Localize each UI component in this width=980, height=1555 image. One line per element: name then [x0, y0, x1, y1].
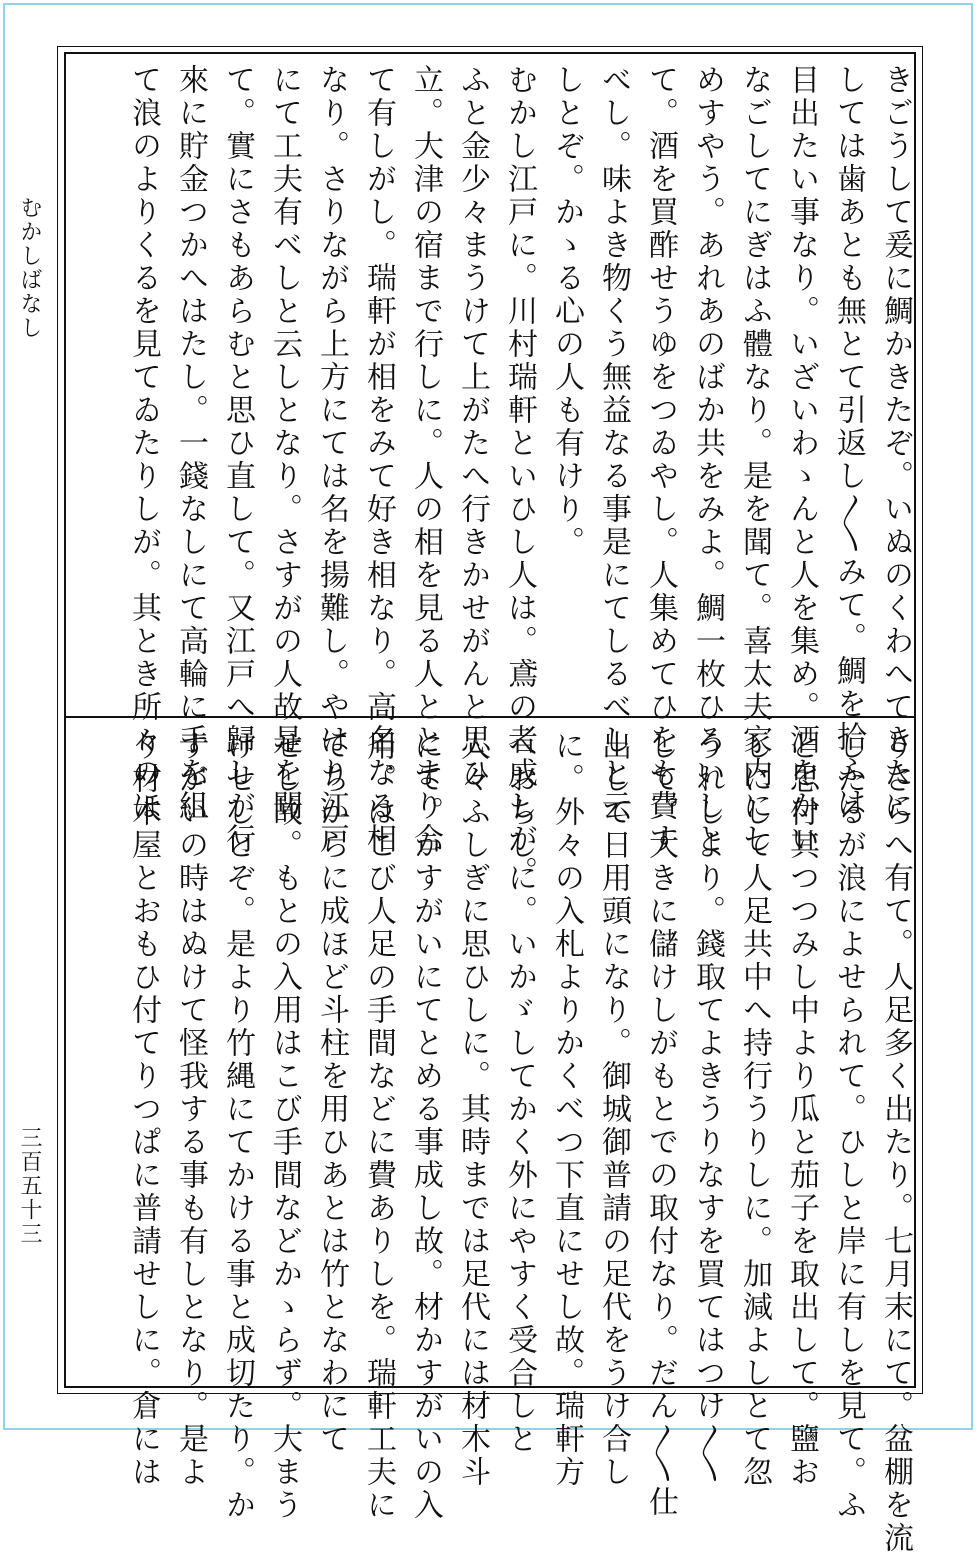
- text-column: 立。大津の宿まで行しに。人の相を見る人ととまり合: [408, 64, 443, 856]
- text-column: せし故。もとの入用はこび手間などかゝらず。大まう: [267, 730, 302, 1522]
- text-column: て。實にさもあらむと思ひ直して。又江戸へ歸しが行: [220, 64, 255, 856]
- text-column: て。酒を買酢せうゆをつゐやし。人集めてひをも費す: [643, 64, 678, 856]
- text-column: むかし江戸に。川村瑞軒といひし人は。鳶の者成しが。: [502, 64, 537, 889]
- text-column: 出して日用頭になり。御城御普請の足代をうけ合し: [596, 730, 631, 1489]
- text-column: しにして人足共中へ持行うりしに。加減よしとて忽: [737, 730, 772, 1489]
- text-column: 目出たい事なり。いざいわゝんと人を集め。酒をかい: [784, 64, 819, 856]
- text-column: に。外々の入札よりかくべつ下直にせし故。瑞軒方: [549, 730, 584, 1489]
- text-column: り材木屋とおもひ付てりつぱに普請せしに。倉には: [126, 730, 161, 1489]
- text-column: なり。さりながら上方にては名を揚難し。やはり江戸: [314, 64, 349, 856]
- text-column: ふと金少々まうけて上がたへ行きかせがんと思ひ: [455, 64, 490, 790]
- text-column: 來に貯金つかへはたし。一錢なしにて高輪に手を組: [173, 64, 208, 823]
- text-column: けせしとぞ。是より竹縄にてかける事と成切たり。か: [220, 730, 255, 1522]
- text-column: て有しがし。瑞軒が相をみて好き相なり。高名なる相: [361, 64, 396, 856]
- text-column: りさらへ有て。人足多く出たり。七月末にて。盆棚を流: [878, 730, 913, 1555]
- text-column: めすやう。あれあのばか共をみよ。鯛一枚ひろいしと: [690, 64, 725, 856]
- text-column: しては歯あとも無とて引返し〳〵みて。鯛を拾ふは: [831, 64, 866, 820]
- text-column: すがいの時はぬけて怪我する事も有しとなり。是よ: [173, 730, 208, 1489]
- text-column: うれしより。錢取てよきうりなすを買てはつけ〳〵: [690, 730, 725, 1486]
- text-column: にて。かすがいにてとめる事成し故。材かすがいの入: [408, 730, 443, 1522]
- text-column: して。大きに儲けしがもとでの取付なり。だん〳〵仕: [643, 730, 678, 1519]
- page-number: 三百五十三: [17, 1126, 42, 1246]
- text-column: なごしてにぎはふ體なり。是を聞て。喜太夫家内にし: [737, 64, 772, 856]
- text-column: て浪のよりくるを見てゐたりしが。其とき所々のほ: [126, 64, 161, 823]
- text-column: きごうして爰に鯛かきたぞ。いぬのくわへてきたに: [878, 64, 913, 823]
- text-column: と思付其つつみし中より瓜と茄子を取出して。鹽お: [784, 730, 819, 1489]
- text-column: べし。味よき物くう無益なる事是にてしるべしと云: [596, 64, 631, 823]
- text-column: へおちしに。いかゞしてかく外にやすく受合しと: [502, 730, 537, 1456]
- text-column: てちからに成ほど斗柱を用ひあとは竹となわにて: [314, 730, 349, 1456]
- text-column: 用。はこび人足の手間などに費ありしを。瑞軒工夫に: [361, 730, 396, 1522]
- text-column: したるが浪によせられて。ひしと岸に有しを見て。ふ: [831, 730, 866, 1522]
- text-column: しとぞ。かゝる心の人も有けり。: [549, 64, 584, 559]
- text-column: にて工夫有べしと云しとなり。さすがの人故是を聞: [267, 64, 302, 823]
- text-column: 人々ふしぎに思ひしに。其時までは足代には材木斗: [455, 730, 490, 1489]
- running-head: むかしばなし: [17, 196, 42, 340]
